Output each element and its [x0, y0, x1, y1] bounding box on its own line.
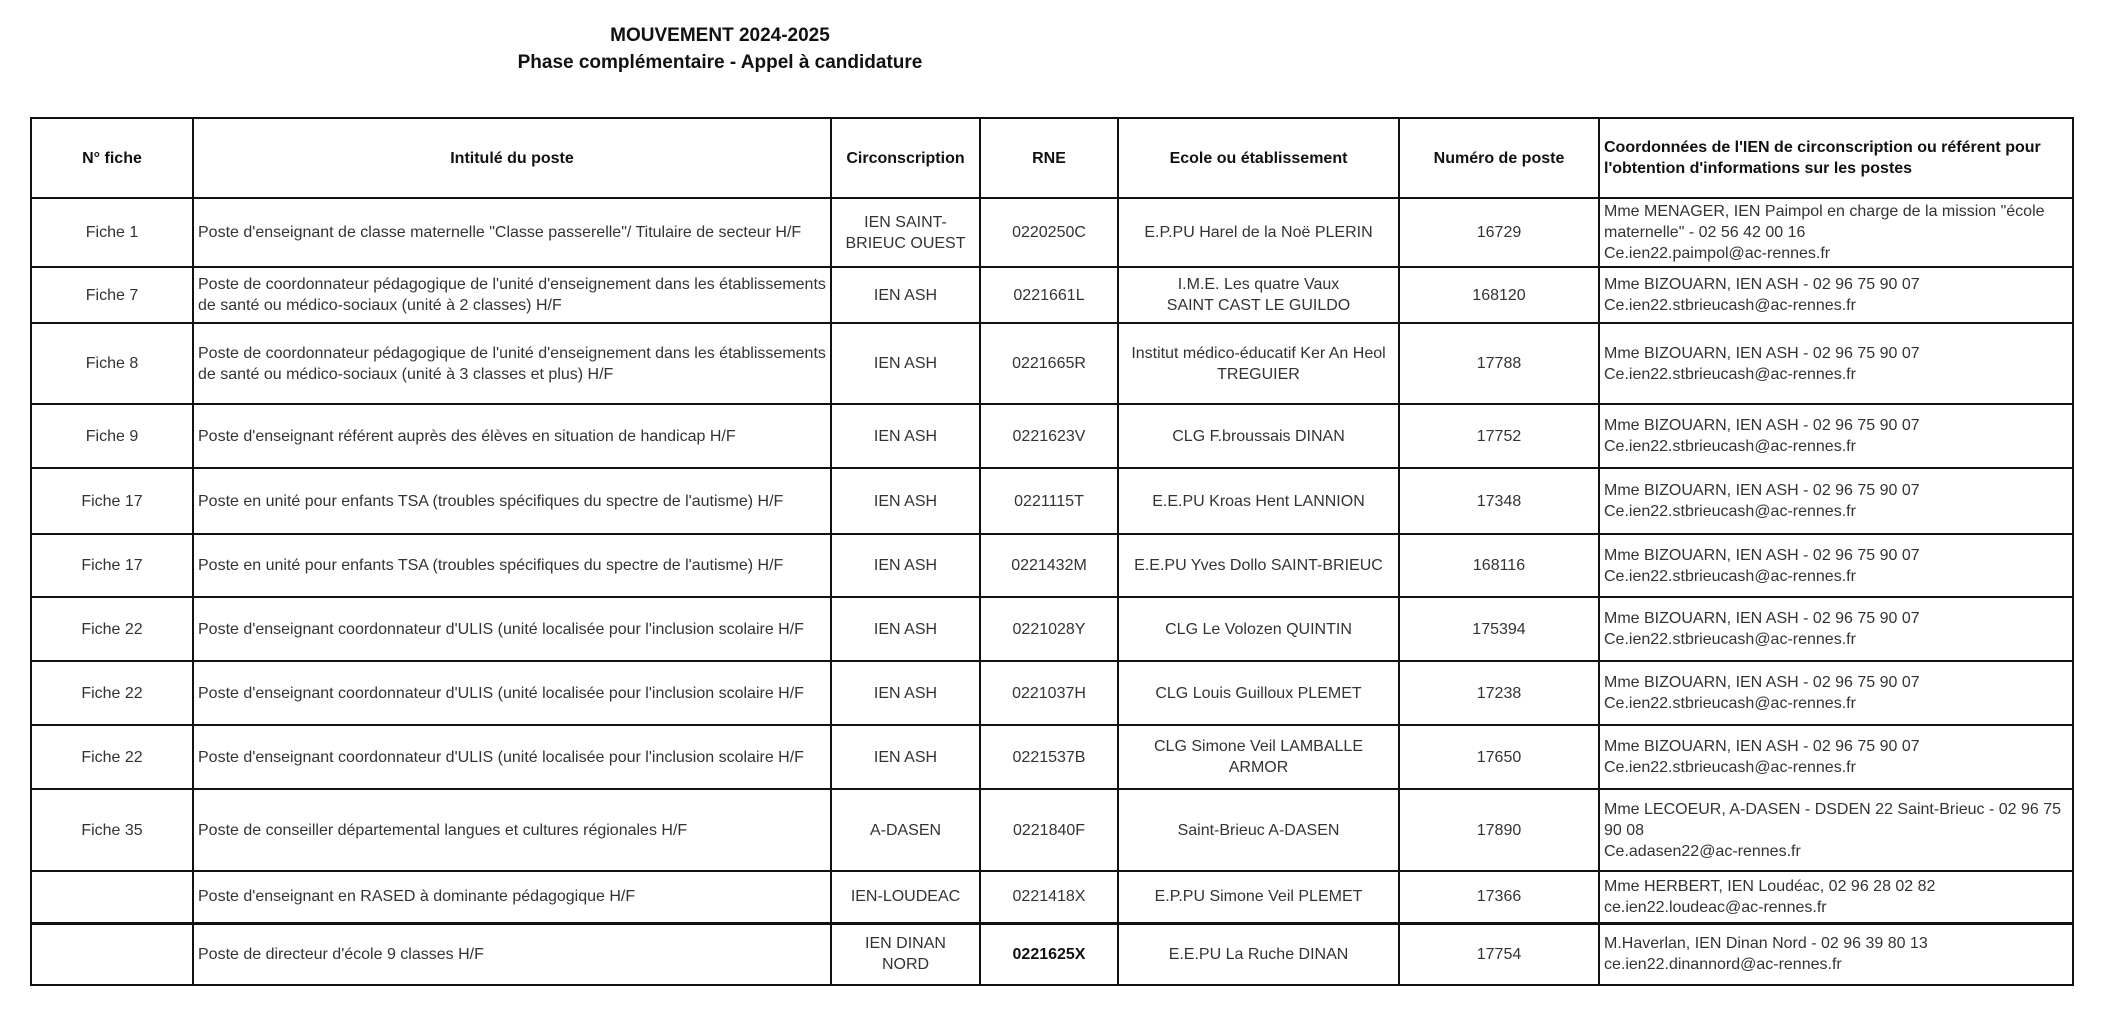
cell-coordonnees: Mme HERBERT, IEN Loudéac, 02 96 28 02 82 ce.ien22.loudeac@ac-rennes.fr — [1599, 871, 2073, 923]
col-header-ecole: Ecole ou établissement — [1118, 118, 1399, 198]
postes-table — [30, 117, 2074, 986]
table-row — [31, 198, 2073, 267]
cell-rne: 0221661L — [980, 267, 1118, 323]
cell-rne: 0221037H — [980, 661, 1118, 725]
cell-rne: 0220250C — [980, 198, 1118, 267]
cell-rne: 0221432M — [980, 534, 1118, 597]
cell-intitule: Poste de directeur d'école 9 classes H/F — [193, 923, 831, 985]
cell-coordonnees: Mme BIZOUARN, IEN ASH - 02 96 75 90 07 Ce.ien22.stbrieucash@ac-rennes.fr — [1599, 534, 2073, 597]
cell-rne: 0221115T — [980, 468, 1118, 534]
cell-coordonnees: Mme BIZOUARN, IEN ASH - 02 96 75 90 07 Ce.ien22.stbrieucash@ac-rennes.fr — [1599, 323, 2073, 404]
cell-fiche: Fiche 1 — [31, 198, 193, 267]
cell-intitule: Poste en unité pour enfants TSA (troubles spécifiques du spectre de l'autisme) H/F — [193, 534, 831, 597]
cell-circonscription: IEN ASH — [831, 323, 980, 404]
cell-fiche: Fiche 8 — [31, 323, 193, 404]
cell-ecole: E.E.PU La Ruche DINAN — [1118, 923, 1399, 985]
col-header-coordonnees: Coordonnées de l'IEN de circonscription ou référent pour l'obtention d'informations sur les postes — [1599, 118, 2073, 198]
cell-rne: 0221625X — [980, 923, 1118, 985]
table-row — [31, 725, 2073, 789]
cell-intitule: Poste de conseiller départemental langues et cultures régionales H/F — [193, 789, 831, 871]
cell-numero: 168116 — [1399, 534, 1599, 597]
cell-rne: 0221840F — [980, 789, 1118, 871]
cell-numero: 17238 — [1399, 661, 1599, 725]
cell-intitule: Poste de coordonnateur pédagogique de l'unité d'enseignement dans les établissements de santé ou médico-sociaux (unité à 3 classes et plus) H/F — [193, 323, 831, 404]
cell-fiche: Fiche 22 — [31, 597, 193, 661]
cell-ecole: I.M.E. Les quatre Vaux SAINT CAST LE GUILDO — [1118, 267, 1399, 323]
cell-rne: 0221623V — [980, 404, 1118, 468]
table-row — [31, 323, 2073, 404]
cell-ecole: Institut médico-éducatif Ker An Heol TREGUIER — [1118, 323, 1399, 404]
cell-numero: 17788 — [1399, 323, 1599, 404]
cell-numero: 17650 — [1399, 725, 1599, 789]
cell-fiche — [31, 871, 193, 923]
cell-rne: 0221418X — [980, 871, 1118, 923]
cell-numero: 16729 — [1399, 198, 1599, 267]
cell-numero: 17754 — [1399, 923, 1599, 985]
cell-ecole: E.E.PU Kroas Hent LANNION — [1118, 468, 1399, 534]
cell-ecole: CLG Louis Guilloux PLEMET — [1118, 661, 1399, 725]
cell-circonscription: IEN SAINT- BRIEUC OUEST — [831, 198, 980, 267]
cell-circonscription: IEN ASH — [831, 534, 980, 597]
col-header-fiche: N° fiche — [31, 118, 193, 198]
cell-fiche: Fiche 22 — [31, 725, 193, 789]
cell-ecole: CLG F.broussais DINAN — [1118, 404, 1399, 468]
cell-rne: 0221537B — [980, 725, 1118, 789]
cell-intitule: Poste d'enseignant en RASED à dominante pédagogique H/F — [193, 871, 831, 923]
cell-ecole: E.E.PU Yves Dollo SAINT-BRIEUC — [1118, 534, 1399, 597]
cell-fiche: Fiche 17 — [31, 534, 193, 597]
cell-numero: 17752 — [1399, 404, 1599, 468]
cell-rne: 0221028Y — [980, 597, 1118, 661]
cell-circonscription: A-DASEN — [831, 789, 980, 871]
cell-ecole: CLG Simone Veil LAMBALLE ARMOR — [1118, 725, 1399, 789]
cell-circonscription: IEN ASH — [831, 267, 980, 323]
cell-rne: 0221665R — [980, 323, 1118, 404]
cell-numero: 175394 — [1399, 597, 1599, 661]
cell-coordonnees: Mme BIZOUARN, IEN ASH - 02 96 75 90 07 Ce.ien22.stbrieucash@ac-rennes.fr — [1599, 404, 2073, 468]
cell-intitule: Poste d'enseignant coordonnateur d'ULIS (unité localisée pour l'inclusion scolaire H/F — [193, 661, 831, 725]
col-header-rne: RNE — [980, 118, 1118, 198]
cell-coordonnees: Mme MENAGER, IEN Paimpol en charge de la mission "école maternelle" - 02 56 42 00 16 Ce.ien22.paimpol@ac-rennes.fr — [1599, 198, 2073, 267]
cell-coordonnees: Mme BIZOUARN, IEN ASH - 02 96 75 90 07 Ce.ien22.stbrieucash@ac-rennes.fr — [1599, 468, 2073, 534]
cell-ecole: E.P.PU Harel de la Noë PLERIN — [1118, 198, 1399, 267]
cell-fiche: Fiche 7 — [31, 267, 193, 323]
cell-coordonnees: Mme BIZOUARN, IEN ASH - 02 96 75 90 07 Ce.ien22.stbrieucash@ac-rennes.fr — [1599, 597, 2073, 661]
table-row — [31, 534, 2073, 597]
cell-numero: 17348 — [1399, 468, 1599, 534]
cell-coordonnees: Mme BIZOUARN, IEN ASH - 02 96 75 90 07 Ce.ien22.stbrieucash@ac-rennes.fr — [1599, 661, 2073, 725]
cell-intitule: Poste d'enseignant de classe maternelle "Classe passerelle"/ Titulaire de secteur H/F — [193, 198, 831, 267]
document-title: MOUVEMENT 2024-2025 — [610, 25, 830, 46]
table-row — [31, 267, 2073, 323]
cell-circonscription: IEN ASH — [831, 661, 980, 725]
cell-circonscription: IEN ASH — [831, 597, 980, 661]
cell-numero: 17366 — [1399, 871, 1599, 923]
cell-numero: 17890 — [1399, 789, 1599, 871]
cell-intitule: Poste d'enseignant référent auprès des élèves en situation de handicap H/F — [193, 404, 831, 468]
cell-fiche: Fiche 35 — [31, 789, 193, 871]
cell-intitule: Poste en unité pour enfants TSA (troubles spécifiques du spectre de l'autisme) H/F — [193, 468, 831, 534]
document-header — [330, 22, 1110, 76]
table-row — [31, 789, 2073, 871]
cell-circonscription: IEN ASH — [831, 725, 980, 789]
cell-coordonnees: Mme LECOEUR, A-DASEN - DSDEN 22 Saint-Brieuc - 02 96 75 90 08 Ce.adasen22@ac-rennes.fr — [1599, 789, 2073, 871]
cell-circonscription: IEN-LOUDEAC — [831, 871, 980, 923]
col-header-circonscription: Circonscription — [831, 118, 980, 198]
cell-fiche: Fiche 17 — [31, 468, 193, 534]
table-row — [31, 871, 2073, 923]
cell-intitule: Poste d'enseignant coordonnateur d'ULIS (unité localisée pour l'inclusion scolaire H/F — [193, 725, 831, 789]
cell-coordonnees: Mme BIZOUARN, IEN ASH - 02 96 75 90 07 Ce.ien22.stbrieucash@ac-rennes.fr — [1599, 267, 2073, 323]
cell-coordonnees: Mme BIZOUARN, IEN ASH - 02 96 75 90 07 Ce.ien22.stbrieucash@ac-rennes.fr — [1599, 725, 2073, 789]
table-row — [31, 661, 2073, 725]
col-header-intitule: Intitulé du poste — [193, 118, 831, 198]
cell-fiche: Fiche 22 — [31, 661, 193, 725]
cell-numero: 168120 — [1399, 267, 1599, 323]
cell-circonscription: IEN ASH — [831, 404, 980, 468]
table-row — [31, 404, 2073, 468]
cell-ecole: CLG Le Volozen QUINTIN — [1118, 597, 1399, 661]
table-header-row — [31, 118, 2073, 198]
cell-ecole: Saint-Brieuc A-DASEN — [1118, 789, 1399, 871]
cell-intitule: Poste de coordonnateur pédagogique de l'unité d'enseignement dans les établissements de santé ou médico-sociaux (unité à 2 classes) H/F — [193, 267, 831, 323]
table-row — [31, 923, 2073, 985]
cell-coordonnees: M.Haverlan, IEN Dinan Nord - 02 96 39 80 13 ce.ien22.dinannord@ac-rennes.fr — [1599, 923, 2073, 985]
col-header-numero: Numéro de poste — [1399, 118, 1599, 198]
cell-fiche — [31, 923, 193, 985]
cell-fiche: Fiche 9 — [31, 404, 193, 468]
table-row — [31, 597, 2073, 661]
cell-intitule: Poste d'enseignant coordonnateur d'ULIS (unité localisée pour l'inclusion scolaire H/F — [193, 597, 831, 661]
cell-circonscription: IEN DINAN NORD — [831, 923, 980, 985]
document-subtitle: Phase complémentaire - Appel à candidature — [517, 52, 923, 73]
cell-circonscription: IEN ASH — [831, 468, 980, 534]
table-row — [31, 468, 2073, 534]
cell-ecole: E.P.PU Simone Veil PLEMET — [1118, 871, 1399, 923]
